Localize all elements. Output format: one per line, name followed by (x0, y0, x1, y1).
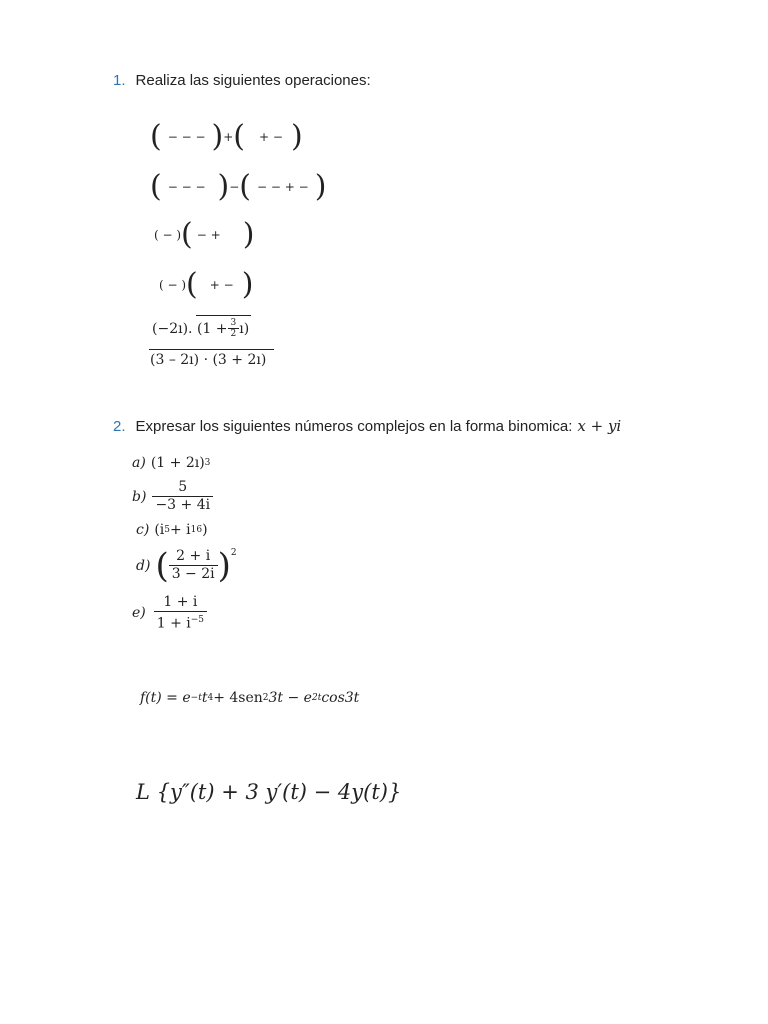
expression-5-right: ı) (239, 320, 250, 337)
paren: ) (211, 119, 224, 154)
operation-left: ( − ) (159, 278, 187, 292)
denominator: 2 (230, 329, 237, 339)
section-2-heading (113, 417, 621, 435)
paren: ( (239, 169, 252, 204)
operator: − (229, 180, 240, 194)
paren: ( (150, 169, 162, 204)
formula-f (140, 690, 359, 706)
section-1-number: 1. (113, 72, 126, 89)
fraction (152, 479, 213, 514)
fraction-bar (149, 349, 274, 350)
paren: ( (233, 119, 246, 154)
numerator: 3 (230, 318, 237, 328)
exponent: 2 (230, 548, 237, 558)
overline (196, 315, 251, 316)
fraction (169, 548, 218, 583)
paren: ( (155, 545, 169, 586)
operation-right: + − (209, 278, 234, 292)
fraction (154, 594, 207, 633)
section-1-heading (113, 72, 371, 89)
operation-right: − − + − (257, 180, 309, 194)
expression-5-left: (−2ı). (1 + (152, 320, 228, 337)
denominator (154, 612, 207, 633)
item-c (136, 522, 208, 538)
operation-right: − + (196, 228, 221, 242)
exponent: 3 (204, 458, 211, 468)
operation-left: − − − (167, 130, 206, 144)
item-d (136, 545, 237, 586)
denominator: 3 − 2i (171, 566, 215, 582)
expression-6: (3 – 2ı) · (3 + 2ı) (150, 352, 267, 368)
paren: ) (242, 217, 255, 252)
operation-row-3 (154, 216, 254, 254)
item-c-label: c) (136, 522, 150, 538)
paren: ) (217, 545, 231, 586)
exponent: 4 (207, 693, 214, 703)
expression-5 (152, 318, 249, 339)
paren: ( (181, 217, 193, 252)
section-1-title: Realiza las siguientes operaciones: (135, 72, 371, 89)
item-b-label: b) (132, 488, 147, 505)
formula-f-lhs: f(t) = e (140, 690, 191, 706)
paren: ( (150, 119, 162, 154)
operation-right: + − (259, 130, 283, 144)
paren: ) (241, 267, 254, 302)
exponent: 2t (311, 693, 322, 703)
paren: ) (217, 169, 230, 204)
formula-f-mid2: 3t − e (268, 690, 312, 706)
item-d-label: d) (136, 557, 151, 574)
item-e (132, 594, 207, 633)
item-a-expr: (1 + 2ı) (150, 455, 205, 471)
fraction (228, 318, 240, 339)
denominator: −3 + 4i (155, 497, 211, 513)
operation-row-2 (150, 168, 326, 206)
item-a (132, 455, 210, 471)
item-c-base: (i (154, 522, 165, 538)
numerator: 2 + i (176, 548, 211, 564)
exponent: −t (190, 693, 202, 703)
formula-f-mid: + 4sen (213, 690, 263, 706)
exponent: 2 (262, 693, 269, 703)
paren: ( (186, 267, 198, 302)
exponent: 16 (190, 525, 203, 535)
section-2-number: 2. (113, 417, 126, 435)
operation-left: ( − ) (154, 228, 182, 242)
item-c-mid: + i (170, 522, 191, 538)
denominator-base: 1 + i (156, 615, 191, 632)
item-a-label: a) (132, 455, 146, 471)
item-b (132, 479, 213, 514)
item-e-label: e) (132, 605, 146, 622)
exponent: 5 (164, 525, 170, 535)
numerator: 5 (178, 479, 188, 495)
operation-row-1 (150, 118, 303, 156)
operation-row-4 (159, 266, 253, 304)
operation-left: − − − (167, 180, 206, 194)
section-2-title: Expresar los siguientes números complejos en la forma binomica: (135, 417, 573, 435)
operator: + (223, 130, 234, 144)
formula-f-tail: cos3t (321, 690, 360, 706)
exponent: −5 (190, 615, 205, 625)
formula-f-t: t (201, 690, 208, 706)
paren: ) (314, 169, 327, 204)
section-2-title-math: x + yi (577, 417, 622, 435)
paren: ) (290, 119, 303, 154)
formula-laplace: L {y″(t) + 3 y′(t) − 4y(t)} (136, 780, 402, 804)
numerator: 1 + i (163, 594, 198, 610)
item-c-close: ) (202, 522, 208, 538)
